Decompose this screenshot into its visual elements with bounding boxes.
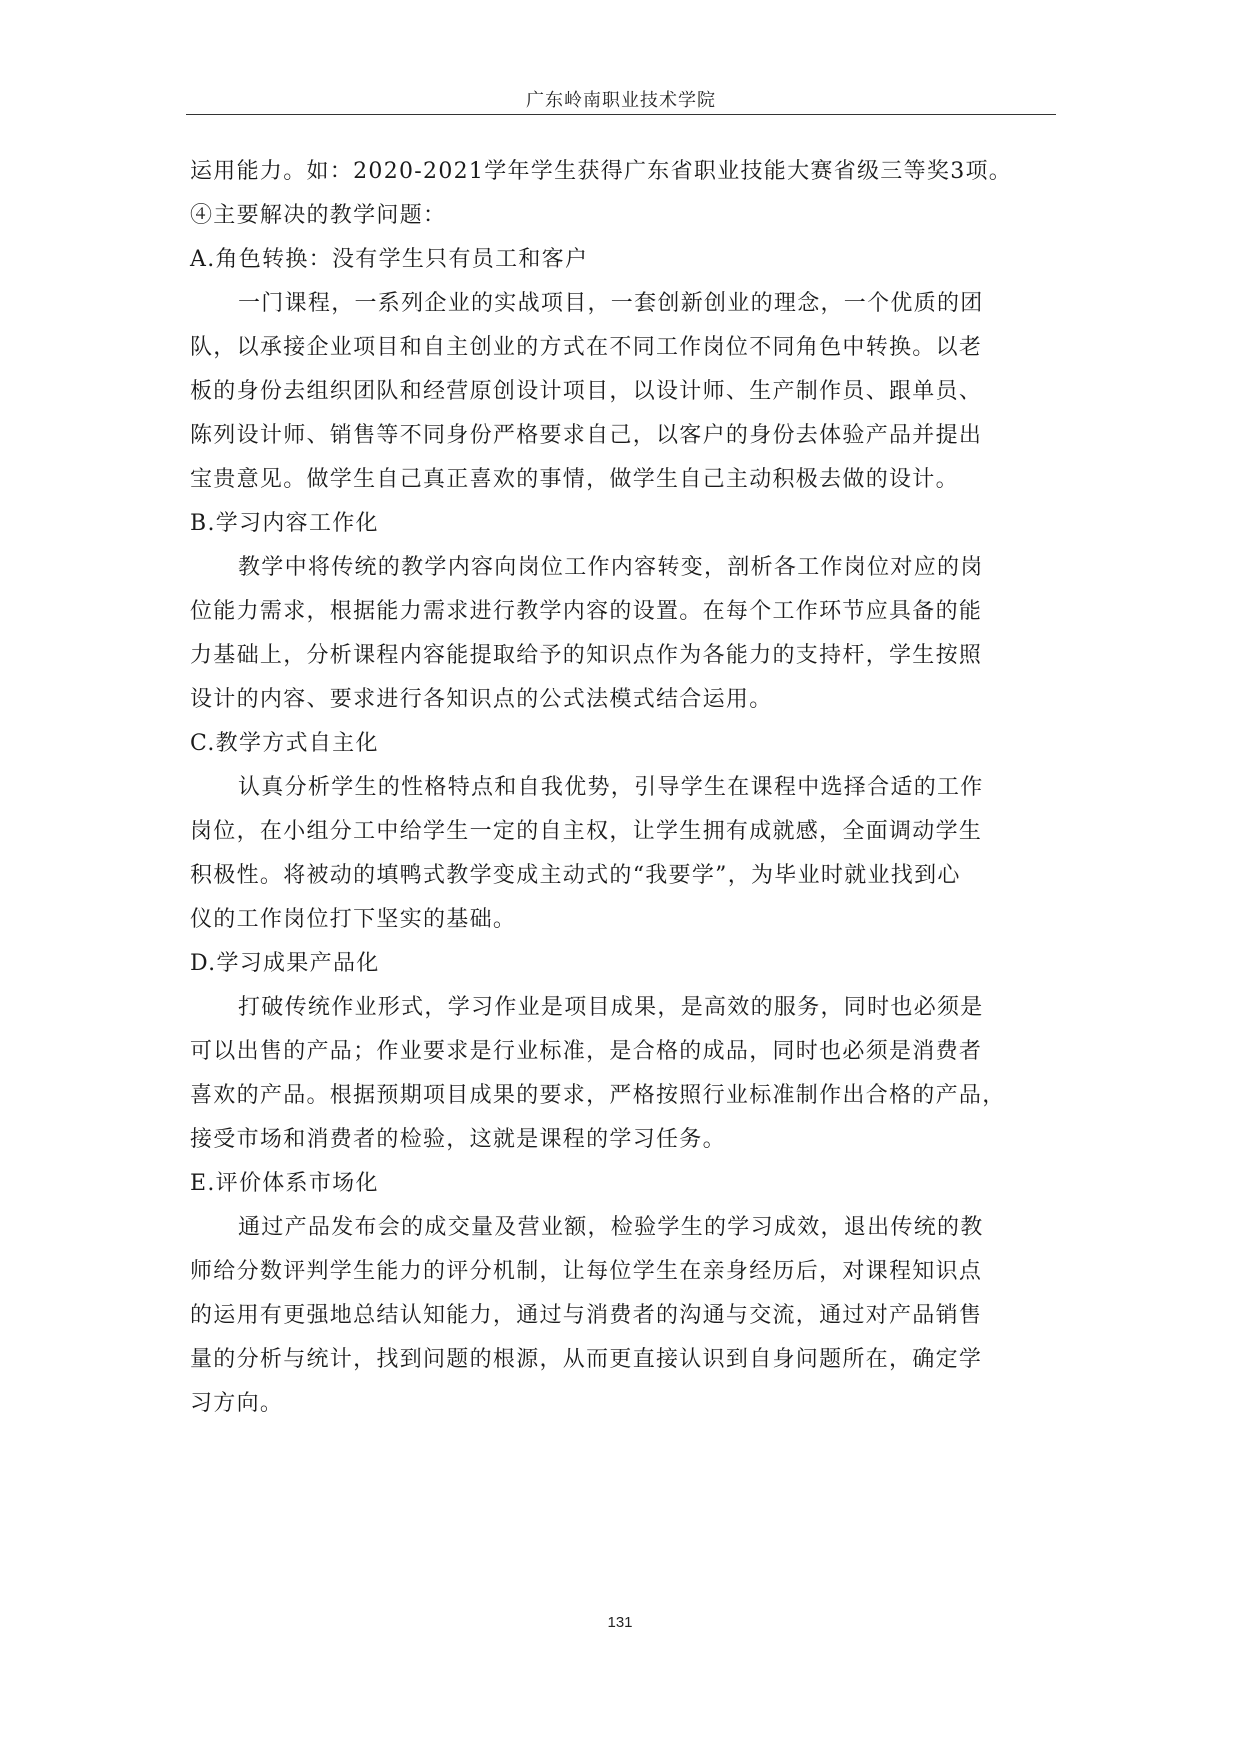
- text-line: 队，以承接企业项目和自主创业的方式在不同工作岗位不同角色中转换。以老: [190, 335, 983, 360]
- text-line: C.教学方式自主化: [190, 731, 379, 756]
- document-body: [190, 150, 1050, 1426]
- text-line: 运用能力。如：2020-2021学年学生获得广东省职业技能大赛省级三等奖3项。: [190, 159, 1013, 184]
- page-header-title: 广东岭南职业技术学院: [526, 90, 716, 111]
- text-line: 教学中将传统的教学内容向岗位工作内容转变，剖析各工作岗位对应的岗: [238, 555, 984, 580]
- text-line: 一门课程，一系列企业的实战项目，一套创新创业的理念，一个优质的团: [238, 291, 984, 316]
- text-line: 师给分数评判学生能力的评分机制，让每位学生在亲身经历后，对课程知识点: [190, 1259, 983, 1284]
- text-line: 陈列设计师、销售等不同身份严格要求自己，以客户的身份去体验产品并提出: [190, 423, 983, 448]
- text-line: 宝贵意见。做学生自己真正喜欢的事情，做学生自己主动积极去做的设计。: [190, 467, 959, 492]
- header-divider: [186, 114, 1056, 115]
- text-line: 习方向。: [190, 1391, 284, 1416]
- text-line: 认真分析学生的性格特点和自我优势，引导学生在课程中选择合适的工作: [238, 775, 984, 800]
- text-line: 力基础上，分析课程内容能提取给予的知识点作为各能力的支持杆，学生按照: [190, 643, 983, 668]
- text-line: 岗位，在小组分工中给学生一定的自主权，让学生拥有成就感，全面调动学生: [190, 819, 983, 844]
- text-line: A.角色转换：没有学生只有员工和客户: [190, 247, 589, 272]
- text-line: ④主要解决的教学问题：: [190, 203, 447, 228]
- text-line: 仪的工作岗位打下坚实的基础。: [190, 907, 517, 932]
- text-line: 可以出售的产品；作业要求是行业标准，是合格的成品，同时也必须是消费者: [190, 1039, 983, 1064]
- text-line: 打破传统作业形式，学习作业是项目成果，是高效的服务，同时也必须是: [238, 995, 984, 1020]
- text-line: E.评价体系市场化: [190, 1171, 379, 1196]
- text-line: D.学习成果产品化: [190, 951, 380, 976]
- text-line: 接受市场和消费者的检验，这就是课程的学习任务。: [190, 1127, 726, 1152]
- text-line: 通过产品发布会的成交量及营业额，检验学生的学习成效，退出传统的教: [238, 1215, 984, 1240]
- text-line: 量的分析与统计，找到问题的根源，从而更直接认识到自身问题所在，确定学: [190, 1347, 983, 1372]
- text-line: 喜欢的产品。根据预期项目成果的要求，严格按照行业标准制作出合格的产品，: [190, 1083, 1006, 1108]
- text-line: B.学习内容工作化: [190, 511, 379, 536]
- text-line: 积极性。将被动的填鸭式教学变成主动式的“我要学”，为毕业时就业找到心: [190, 863, 961, 888]
- page-number: 131: [607, 1614, 633, 1631]
- text-line: 设计的内容、要求进行各知识点的公式法模式结合运用。: [190, 687, 773, 712]
- text-line: 位能力需求，根据能力需求进行教学内容的设置。在每个工作环节应具备的能: [190, 599, 983, 624]
- text-line: 板的身份去组织团队和经营原创设计项目，以设计师、生产制作员、跟单员、: [190, 379, 983, 404]
- text-line: 的运用有更强地总结认知能力，通过与消费者的沟通与交流，通过对产品销售: [190, 1303, 983, 1328]
